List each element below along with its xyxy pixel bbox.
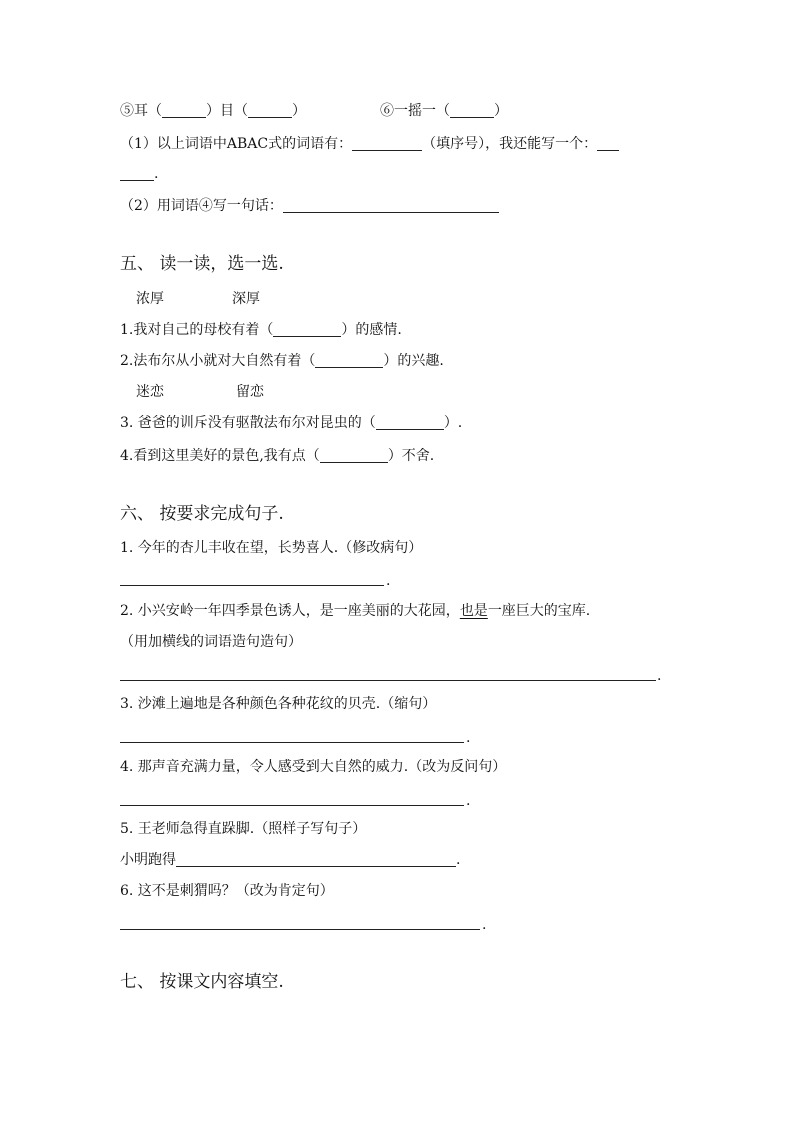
answer-line-6-period: . (482, 917, 487, 933)
question-4-1 (120, 134, 619, 154)
blank-fill-1[interactable] (273, 321, 341, 337)
blank-5b[interactable] (248, 102, 292, 118)
task-1: 1. 今年的杏儿丰收在望，长势喜人.（修改病句） (120, 540, 423, 556)
sentence-text: ）的兴趣. (383, 353, 444, 369)
idiom-5-middle: ）目（ (206, 103, 248, 119)
blank-abac-own-start[interactable] (597, 135, 619, 151)
task-6: 6. 这不是刺猬吗？（改为肯定句） (120, 883, 334, 899)
answer-line-3[interactable] (120, 742, 464, 743)
blank-fill-4[interactable] (320, 447, 388, 463)
task-2-text-end: 一座巨大的宝库. (487, 603, 591, 619)
sentence-text: ）. (443, 415, 463, 431)
idiom-line (120, 101, 508, 121)
answer-line-4-period: . (466, 793, 471, 809)
question-4-1-middle: （填序号），我还能写一个： (422, 136, 598, 152)
task-3: 3. 沙滩上遍地是各种颜色各种花纹的贝壳.（缩句） (120, 696, 437, 712)
word-choice: 浓厚 (136, 291, 164, 307)
section-7-title: 七、 按课文内容填空. (120, 972, 284, 992)
question-4-1-continuation (120, 164, 158, 184)
answer-line-3-period: . (466, 730, 471, 746)
sentence-text: 2.法布尔从小就对大自然有着（ (120, 353, 316, 369)
blank-fill-2[interactable] (315, 352, 383, 368)
question-4-1-prefix: （1）以上词语中ABAC式的词语有： (120, 136, 353, 152)
fill-sentence-2 (120, 351, 444, 371)
question-4-2-label: （2）用词语④写一句话： (120, 198, 283, 214)
word-choice: 迷恋 (136, 384, 164, 400)
sentence-text: 1.我对自己的母校有着（ (120, 322, 274, 338)
fill-sentence-3 (120, 413, 462, 433)
answer-line-2[interactable] (120, 680, 656, 681)
blank-5a[interactable] (162, 102, 206, 118)
section-5-title: 五、 读一读，选一选. (120, 254, 284, 274)
sentence-text: 3. 爸爸的训斥没有驱散法布尔对昆虫的（ (120, 415, 376, 431)
fill-sentence-1 (120, 320, 402, 340)
question-4-1-period: . (154, 166, 159, 182)
word-choices-2 (136, 382, 264, 402)
idiom-5-prefix: ⑤耳（ (120, 103, 162, 119)
answer-line-5-period: . (456, 852, 461, 868)
blank-abac-own-end[interactable] (120, 165, 154, 181)
answer-line-4[interactable] (120, 805, 464, 806)
blank-6[interactable] (450, 102, 494, 118)
answer-line-2-period: . (657, 668, 662, 684)
idiom-5-suffix: ） (292, 103, 306, 119)
word-choice: 深厚 (232, 291, 260, 307)
word-choices-1 (136, 289, 260, 309)
sentence-text: ）不舍. (387, 448, 435, 464)
task-2-text: 2. 小兴安岭一年四季景色诱人，是一座美丽的大花园， (120, 603, 460, 619)
answer-line-6[interactable] (120, 929, 480, 930)
task-5: 5. 王老师急得直跺脚.（照样子写句子） (120, 821, 367, 837)
underlined-word: 也是 (459, 603, 488, 619)
answer-prefix: 小明跑得 (120, 852, 176, 868)
section-6-title: 六、 按要求完成句子. (120, 504, 284, 524)
task-4: 4. 那声音充满力量，令人感受到大自然的威力.（改为反问句） (120, 759, 507, 775)
question-4-2 (120, 196, 499, 216)
sentence-answer-line[interactable] (283, 197, 499, 213)
idiom-6-prefix: ⑥一摇一（ (380, 103, 450, 119)
fill-sentence-4 (120, 446, 434, 466)
blank-abac-numbers[interactable] (352, 135, 422, 151)
answer-line-5[interactable] (176, 851, 456, 867)
word-choice: 留恋 (236, 384, 264, 400)
answer-line-1-period: . (386, 573, 391, 589)
sentence-text: 4.看到这里美好的景色,我有点（ (120, 448, 320, 464)
sentence-text: ）的感情. (341, 322, 402, 338)
task-2-instruction: （用加横线的词语造句造句） (120, 634, 302, 650)
idiom-6-suffix: ） (494, 103, 508, 119)
task-5-answer (120, 850, 460, 870)
answer-line-1[interactable] (120, 585, 384, 586)
blank-fill-3[interactable] (376, 414, 444, 430)
task-2 (120, 601, 590, 621)
